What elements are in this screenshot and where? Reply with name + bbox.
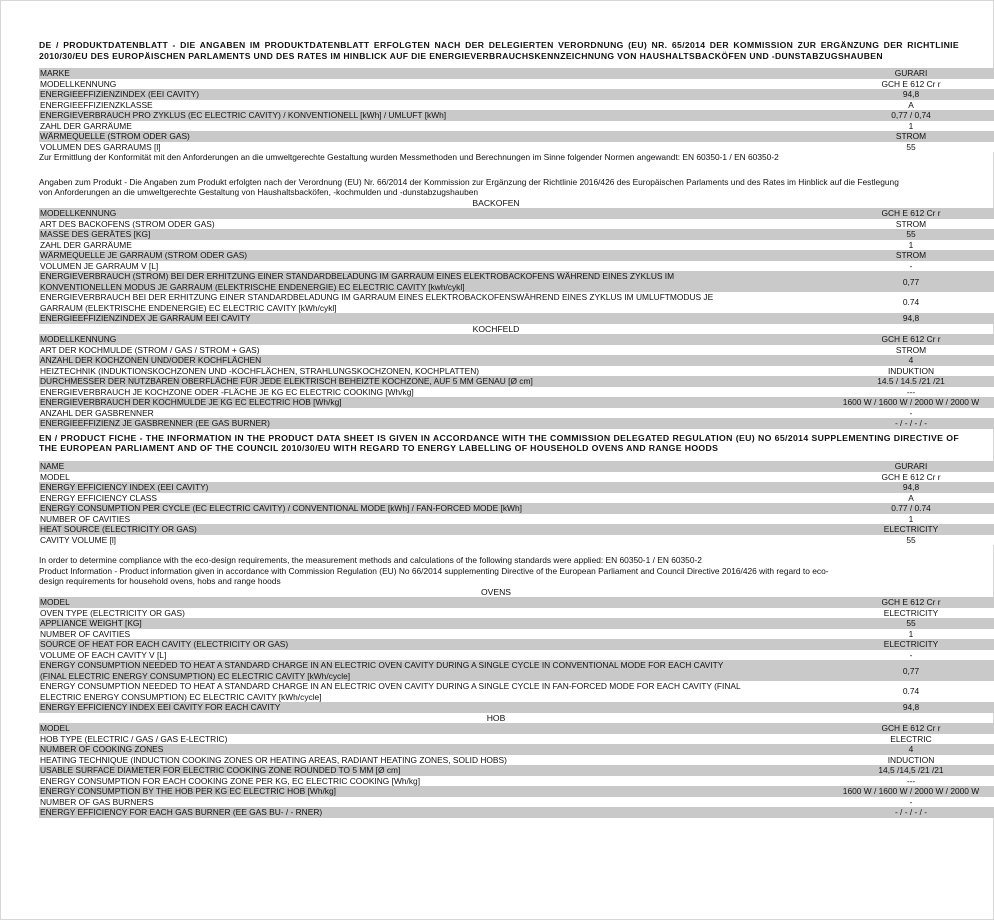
de-general-row [39,142,994,153]
row-label: ENERGY CONSUMPTION NEEDED TO HEAT A STANDARD CHARGE IN AN ELECTRIC OVEN CAVITY DURING A SINGLE CYCLE IN FAN-FORCED MODE FOR EACH CAVITY (FINAL ELECTRIC ENERGY CONSUMPTION) EC ELECTRIC CAVITY [kWh/cycle] [39,681,751,702]
de-hob-row [39,387,994,398]
row-value: A [751,100,994,111]
row-value: GCH E 612 Cr r [751,472,994,483]
row-value: 0,77 [751,271,994,292]
row-label: ENERGY CONSUMPTION BY THE HOB PER KG EC ELECTRIC HOB [Wh/kg] [39,786,751,797]
row-value: INDUCTION [751,755,994,766]
row-value: ELECTRICITY [751,608,994,619]
row-value: 4 [751,744,994,755]
de-oven-row [39,208,994,219]
de-oven-row [39,292,994,313]
en-general-row [39,514,994,525]
de-hob-row [39,355,994,366]
row-label: ENERGIEEFFIZIENZINDEX JE GARRAUM EEI CAVITY [39,313,751,324]
row-label: ANZAHL DER GASBRENNER [39,408,751,419]
row-value: - / - / - / - [751,418,994,429]
en-oven-row [39,608,994,619]
row-label: VOLUMEN JE GARRAUM V [L] [39,261,751,272]
row-label: HOB TYPE (ELECTRIC / GAS / GAS E-LECTRIC) [39,734,751,745]
row-value: - / - / - / - [751,807,994,818]
en-oven-row [39,702,994,713]
de-general-row [39,131,994,142]
de-hob-row [39,366,994,377]
row-value: STROM [751,131,994,142]
de-oven-row [39,240,994,251]
row-value: 0.74 [751,681,994,702]
de-oven-title: BACKOFEN [472,197,520,208]
row-label: NUMBER OF CAVITIES [39,629,751,640]
de-hob-row [39,408,994,419]
en-oven-table [39,597,994,712]
row-value: 1 [751,514,994,525]
row-value: STROM [751,219,994,230]
row-label: ENERGIEEFFIZIENZ JE GASBRENNER (EE GAS BURNER) [39,418,751,429]
de-hob-row [39,397,994,408]
row-value: 0,77 [751,660,994,681]
row-value: A [751,493,994,504]
en-general-row [39,461,994,472]
de-general-row [39,89,994,100]
row-value: INDUKTION [751,366,994,377]
row-label: NAME [39,461,751,472]
row-value: - [751,797,994,808]
row-value: 94,8 [751,482,994,493]
row-label: HEAT SOURCE (ELECTRICITY OR GAS) [39,524,751,535]
row-value: 94,8 [751,702,994,713]
en-general-row [39,482,994,493]
row-label: MARKE [39,68,751,79]
row-label: ENERGY EFFICIENCY INDEX (EEI CAVITY) [39,482,751,493]
row-value: --- [751,776,994,787]
row-value: GCH E 612 Cr r [751,79,994,90]
de-hob-table [39,334,994,429]
en-general-table [39,461,994,545]
de-hob-title: KOCHFELD [472,323,520,334]
row-label: SOURCE OF HEAT FOR EACH CAVITY (ELECTRICITY OR GAS) [39,639,751,650]
row-value: GCH E 612 Cr r [751,597,994,608]
row-value: 1 [751,240,994,251]
de-oven-row [39,219,994,230]
row-value: ELECTRICITY [751,639,994,650]
row-label: ENERGY CONSUMPTION PER CYCLE (EC ELECTRIC CAVITY) / CONVENTIONAL MODE [kWh] / FAN-FORCED MODE [kWh] [39,503,751,514]
row-value: 1600 W / 1600 W / 2000 W / 2000 W [751,786,994,797]
row-label: ENERGIEEFFIZIENZKLASSE [39,100,751,111]
row-value: 55 [751,618,994,629]
en-heading: EN / PRODUCT FICHE - THE INFORMATION IN THE PRODUCT DATA SHEET IS GIVEN IN ACCORDANCE WITH THE COMMISSION DELEGATED REGULATION (EU) NO 65/2014 SUPPLEMENTING DIRECTIVE OF THE EUROPEAN PARLIAMENT AND OF THE COUNCIL 2010/30/EU WITH REGARD TO ENERGY LABELLING OF HOUSEHOLD OVENS AND RANGE HOODS [39,432,959,454]
row-value: 0.74 [751,292,994,313]
row-label: APPLIANCE WEIGHT [KG] [39,618,751,629]
de-oven-table [39,208,994,323]
row-label: NUMBER OF COOKING ZONES [39,744,751,755]
row-label: MODELLKENNUNG [39,208,751,219]
row-label: MODEL [39,472,751,483]
en-hob-row [39,765,994,776]
en-oven-row [39,597,994,608]
row-value: 55 [751,535,994,546]
row-label: ANZAHL DER KOCHZONEN UND/ODER KOCHFLÄCHEN [39,355,751,366]
row-value: GURARI [751,461,994,472]
en-general-row [39,503,994,514]
en-general-row [39,493,994,504]
row-value: STROM [751,250,994,261]
de-general-row [39,121,994,132]
row-label: DURCHMESSER DER NUTZBAREN OBERFLÄCHE FÜR JEDE ELEKTRISCH BEHEIZTE KOCHZONE, AUF 5 MM GENAU [Ø cm] [39,376,751,387]
en-oven-row [39,660,994,681]
en-general-row [39,472,994,483]
de-oven-row [39,261,994,272]
de-hob-row [39,418,994,429]
row-value: 14.5 / 14.5 /21 /21 [751,376,994,387]
en-oven-title: OVENS [480,586,512,597]
row-label: ZAHL DER GARRÄUME [39,240,751,251]
row-label: ENERGY EFFICIENCY INDEX EEI CAVITY FOR EACH CAVITY [39,702,751,713]
row-label: WÄRMEQUELLE (STROM ODER GAS) [39,131,751,142]
en-hob-row [39,776,994,787]
row-label: WÄRMEQUELLE JE GARRAUM (STROM ODER GAS) [39,250,751,261]
row-value: 55 [751,229,994,240]
row-label: ENERGIEVERBRAUCH JE KOCHZONE ODER -FLÄCHE JE KG EC ELECTRIC COOKING [Wh/kg] [39,387,751,398]
row-value: 1600 W / 1600 W / 2000 W / 2000 W [751,397,994,408]
row-value: 94,8 [751,313,994,324]
row-value: GCH E 612 Cr r [751,723,994,734]
de-oven-row [39,271,994,292]
en-oven-row [39,639,994,650]
row-label: ENERGIEVERBRAUCH PRO ZYKLUS (EC ELECTRIC CAVITY) / KONVENTIONELL [kWh] / UMLUFT [kWh] [39,110,751,121]
row-label: NUMBER OF CAVITIES [39,514,751,525]
en-oven-row [39,681,994,702]
row-label: ENERGY CONSUMPTION FOR EACH COOKING ZONE PER KG, EC ELECTRIC COOKING [Wh/kg] [39,776,751,787]
row-label: ART DES BACKOFENS (STROM ODER GAS) [39,219,751,230]
row-value: 1 [751,121,994,132]
row-value: - [751,261,994,272]
row-label: NUMBER OF GAS BURNERS [39,797,751,808]
de-oven-row [39,313,994,324]
row-label: ENERGIEVERBRAUCH (STROM) BEI DER ERHITZUNG EINER STANDARDBELADUNG IM GARRAUM EINES ELEKTROBACKOFENS WÄHREND EINES ZYKLUS IM KONVENTIONELLEN MODUS JE GARRAUM (ELEKTRISCHE ENDENERGIE) EC ELECTRIC CAVITY [kwh/cykl] [39,271,751,292]
row-label: VOLUME OF EACH CAVITY V [L] [39,650,751,661]
row-label: HEIZTECHNIK (INDUKTIONSKOCHZONEN UND -KOCHFLÄCHEN, STRAHLUNGSKOCHZONEN, KOCHPLATTEN) [39,366,751,377]
row-label: USABLE SURFACE DIAMETER FOR ELECTRIC COOKING ZONE ROUNDED TO 5 MM [Ø cm] [39,765,751,776]
en-hob-row [39,734,994,745]
row-value: 1 [751,629,994,640]
row-label: OVEN TYPE (ELECTRICITY OR GAS) [39,608,751,619]
row-label: MODELLKENNUNG [39,79,751,90]
row-value: - [751,408,994,419]
en-compliance-note: In order to determine compliance with the eco-design requirements, the measurement methods and calculations of the following standards were applied: EN 60350-1 / EN 60350-2 [39,555,702,566]
row-label: MODEL [39,597,751,608]
de-product-note: Angaben zum Produkt - Die Angaben zum Produkt erfolgten nach der Verordnung (EU) Nr. 66/2014 der Kommission zur Ergänzung der Richtlinie 2016/426 des Europäischen Parlaments und des Rates im Hinblick auf die Festlegung von Anforderungen an die umweltgerechte Gestaltung von Haushaltsbacköfen, -kochmulden und -dunstabzugshauben [39,176,899,198]
row-value: ELECTRIC [751,734,994,745]
row-value: 14,5 /14,5 /21 /21 [751,765,994,776]
row-label: ENERGIEEFFIZIENZINDEX (EEI CAVITY) [39,89,751,100]
row-value: --- [751,387,994,398]
row-value: GCH E 612 Cr r [751,334,994,345]
row-value: ELECTRICITY [751,524,994,535]
en-oven-row [39,618,994,629]
row-label: ZAHL DER GARRÄUME [39,121,751,132]
en-hob-row [39,723,994,734]
en-general-row [39,535,994,546]
row-value: STROM [751,345,994,356]
row-label: ENERGY CONSUMPTION NEEDED TO HEAT A STANDARD CHARGE IN AN ELECTRIC OVEN CAVITY DURING A SINGLE CYCLE IN CONVENTIONAL MODE FOR EACH CAVITY (FINAL ELECTRIC ENERGY CONSUMPTION) EC ELECTRIC CAVITY [kWh/cycle] [39,660,751,681]
row-label: ENERGIEVERBRAUCH BEI DER ERHITZUNG EINER STANDARDBELADUNG IM GARRAUM EINES ELEKTROBACKOFENSWÄHREND EINES ZYKLUS IM UMLUFTMODUS JE GARRAUM (ELEKTRISCHE ENDENERGIE) EC ELECTRIC CAVITY [kWh/cykl] [39,292,751,313]
row-value: 55 [751,142,994,153]
de-general-row [39,79,994,90]
de-oven-row [39,229,994,240]
row-label: MODELLKENNUNG [39,334,751,345]
row-value: GURARI [751,68,994,79]
row-label: ENERGY EFFICIENCY CLASS [39,493,751,504]
de-heading: DE / PRODUKTDATENBLATT - DIE ANGABEN IM PRODUKTDATENBLATT ERFOLGTEN NACH DER DELEGIERTEN VERORDNUNG (EU) NR. 65/2014 DER KOMMISSION ZUR ERGÄNZUNG DER RICHTLINIE 2010/30/EU DES EUROPÄISCHEN PARLAMENTS UND DES RATES IM HINBLICK AUF DIE ENERGIEVERBRAUCHSKENNZEICHNUNG VON HAUSHALTSBACKÖFEN UND -DUNSTABZUGSHAUBEN [39,40,959,61]
en-hob-row [39,755,994,766]
row-value: 0,77 / 0,74 [751,110,994,121]
row-label: ART DER KOCHMULDE (STROM / GAS / STROM + GAS) [39,345,751,356]
en-product-note: Product Information - Product information given in accordance with Commission Regulation (EU) No 66/2014 supplementing Directive of the European Parliament and Council Directive 2016/426 with regard to eco-design requirements for household ovens, hobs and range hoods [39,565,829,587]
de-general-row [39,68,994,79]
en-hob-title: HOB [486,712,506,723]
de-hob-row [39,334,994,345]
row-label: MODEL [39,723,751,734]
en-hob-row [39,744,994,755]
en-hob-row [39,797,994,808]
de-general-row [39,110,994,121]
de-oven-row [39,250,994,261]
row-label: ENERGIEVERBRAUCH DER KOCHMULDE JE KG EC ELECTRIC HOB [Wh/kg] [39,397,751,408]
row-value: 94,8 [751,89,994,100]
de-hob-row [39,376,994,387]
de-hob-row [39,345,994,356]
row-value: - [751,650,994,661]
de-general-row [39,100,994,111]
row-label: CAVITY VOLUME [l] [39,535,751,546]
en-hob-row [39,807,994,818]
en-general-row [39,524,994,535]
product-data-sheet [39,40,980,818]
en-hob-row [39,786,994,797]
row-label: HEATING TECHNIQUE (INDUCTION COOKING ZONES OR HEATING AREAS, RADIANT HEATING ZONES, SOLID HOBS) [39,755,751,766]
row-value: 0.77 / 0.74 [751,503,994,514]
en-hob-table [39,723,994,818]
de-compliance-note: Zur Ermittlung der Konformität mit den Anforderungen an die umweltgerechte Gestaltung wurden Messmethoden und Berechnungen im Sinne folgender Normen angewandt: EN 60350-1 / EN 60350-2 [39,152,779,163]
en-oven-row [39,650,994,661]
row-label: ENERGY EFFICIENCY FOR EACH GAS BURNER (EE GAS BU- / - RNER) [39,807,751,818]
de-general-table [39,68,994,152]
row-value: GCH E 612 Cr r [751,208,994,219]
row-label: MASSE DES GERÄTES [KG] [39,229,751,240]
row-label: VOLUMEN DES GARRAUMS [l] [39,142,751,153]
row-value: 4 [751,355,994,366]
en-oven-row [39,629,994,640]
